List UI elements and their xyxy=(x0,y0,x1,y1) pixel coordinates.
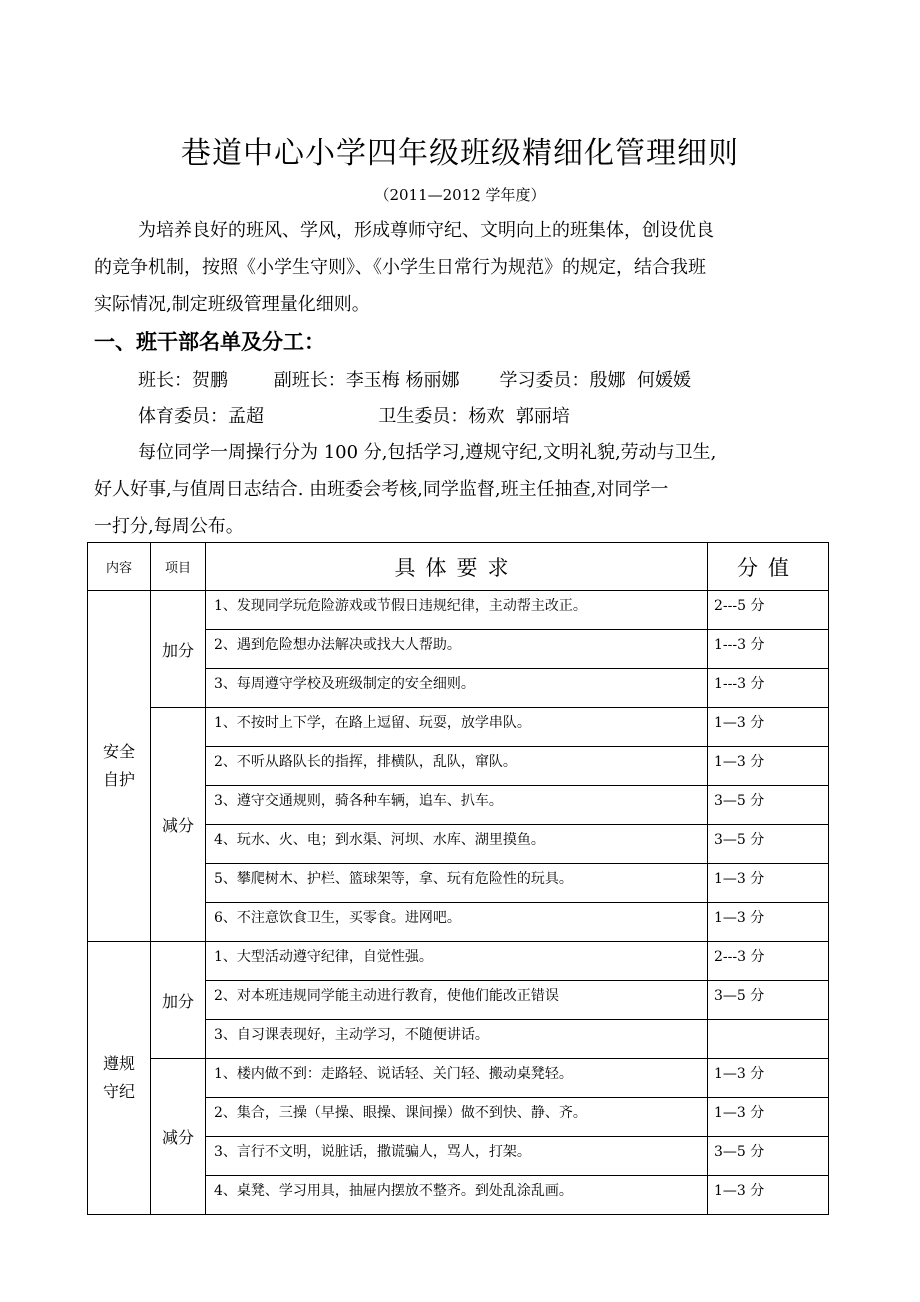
score-cell: 1---3 分 xyxy=(708,630,829,669)
rule-paragraph xyxy=(94,434,834,545)
minus-label: 减分 xyxy=(151,1059,206,1215)
table-row xyxy=(88,1059,829,1098)
scoring-table xyxy=(87,542,829,1215)
score-cell: 1—3 分 xyxy=(708,1176,829,1215)
table-row xyxy=(88,708,829,747)
requirement-cell: 1、发现同学玩危险游戏或节假日违规纪律，主动帮主改正。 xyxy=(206,591,708,630)
score-cell: 2---5 分 xyxy=(708,591,829,630)
minus-label: 减分 xyxy=(151,708,206,942)
rule-line: 好人好事,与值周日志结合. 由班委会考核,同学监督,班主任抽查,对同学一 xyxy=(94,479,669,500)
requirement-cell: 2、对本班违规同学能主动进行教育，使他们能改正错误 xyxy=(206,981,708,1020)
requirement-cell: 1、楼内做不到：走路轻、说话轻、关门轻、搬动桌凳轻。 xyxy=(206,1059,708,1098)
academic-year: （2011—2012 学年度） xyxy=(374,186,546,204)
score-cell: 3—5 分 xyxy=(708,825,829,864)
score-cell: 1---3 分 xyxy=(708,669,829,708)
score-cell: 1—3 分 xyxy=(708,1059,829,1098)
requirement-cell: 4、桌凳、学习用具，抽屉内摆放不整齐。到处乱涂乱画。 xyxy=(206,1176,708,1215)
header-content: 内容 xyxy=(88,543,151,591)
score-cell: 1—3 分 xyxy=(708,747,829,786)
requirement-cell: 3、自习课表现好，主动学习，不随便讲话。 xyxy=(206,1020,708,1059)
cadre-line: 体育委员：孟超 卫生委员：杨欢 郭丽培 xyxy=(138,406,570,427)
category-discipline: 遵规 守纪 xyxy=(88,942,151,1215)
table-row xyxy=(88,942,829,981)
category-safety: 安全 自护 xyxy=(88,591,151,942)
rule-line: 每位同学一周操行分为 100 分,包括学习,遵规守纪,文明礼貌,劳动与卫生, xyxy=(138,442,717,463)
score-cell: 2---3 分 xyxy=(708,942,829,981)
header-item: 项目 xyxy=(151,543,206,591)
intro-line: 实际情况,制定班级管理量化细则。 xyxy=(94,294,370,315)
score-cell: 3—5 分 xyxy=(708,981,829,1020)
requirement-cell: 3、每周遵守学校及班级制定的安全细则。 xyxy=(206,669,708,708)
section-heading: 一、班干部名单及分工： xyxy=(94,330,325,354)
page-title: 巷道中心小学四年级班级精细化管理细则 xyxy=(181,136,739,171)
table-header-row xyxy=(88,543,829,591)
intro-line: 的竞争机制，按照《小学生守则》、《小学生日常行为规范》的规定，结合我班 xyxy=(94,257,706,278)
intro-paragraph xyxy=(94,212,834,323)
requirement-cell: 4、玩水、火、电；到水渠、河坝、水库、湖里摸鱼。 xyxy=(206,825,708,864)
table-row xyxy=(88,591,829,630)
requirement-cell: 2、集合，三操（早操、眼操、课间操）做不到快、静、齐。 xyxy=(206,1098,708,1137)
score-cell: 1—3 分 xyxy=(708,864,829,903)
requirement-cell: 2、不听从路队长的指挥，排横队，乱队，窜队。 xyxy=(206,747,708,786)
rule-line: 一打分,每周公布。 xyxy=(94,516,244,537)
requirement-cell: 3、遵守交通规则，骑各种车辆，追车、扒车。 xyxy=(206,786,708,825)
header-requirement: 具体要求 xyxy=(206,543,708,591)
score-cell: 1—3 分 xyxy=(708,903,829,942)
score-cell: 1—3 分 xyxy=(708,708,829,747)
plus-label: 加分 xyxy=(151,591,206,708)
score-cell xyxy=(708,1020,829,1059)
header-score: 分值 xyxy=(708,543,829,591)
plus-label: 加分 xyxy=(151,942,206,1059)
intro-line: 为培养良好的班风、学风，形成尊师守纪、文明向上的班集体，创设优良 xyxy=(138,220,714,241)
requirement-cell: 5、攀爬树木、护栏、篮球架等，拿、玩有危险性的玩具。 xyxy=(206,864,708,903)
cadre-line: 班长：贺鹏 副班长：李玉梅 杨丽娜 学习委员：殷娜 何媛媛 xyxy=(138,370,691,391)
score-cell: 1—3 分 xyxy=(708,1098,829,1137)
requirement-cell: 6、不注意饮食卫生，买零食。进网吧。 xyxy=(206,903,708,942)
score-cell: 3—5 分 xyxy=(708,1137,829,1176)
requirement-cell: 1、不按时上下学，在路上逗留、玩耍，放学串队。 xyxy=(206,708,708,747)
requirement-cell: 2、遇到危险想办法解决或找大人帮助。 xyxy=(206,630,708,669)
requirement-cell: 1、大型活动遵守纪律，自觉性强。 xyxy=(206,942,708,981)
requirement-cell: 3、言行不文明，说脏话，撒谎骗人，骂人，打架。 xyxy=(206,1137,708,1176)
score-cell: 3—5 分 xyxy=(708,786,829,825)
